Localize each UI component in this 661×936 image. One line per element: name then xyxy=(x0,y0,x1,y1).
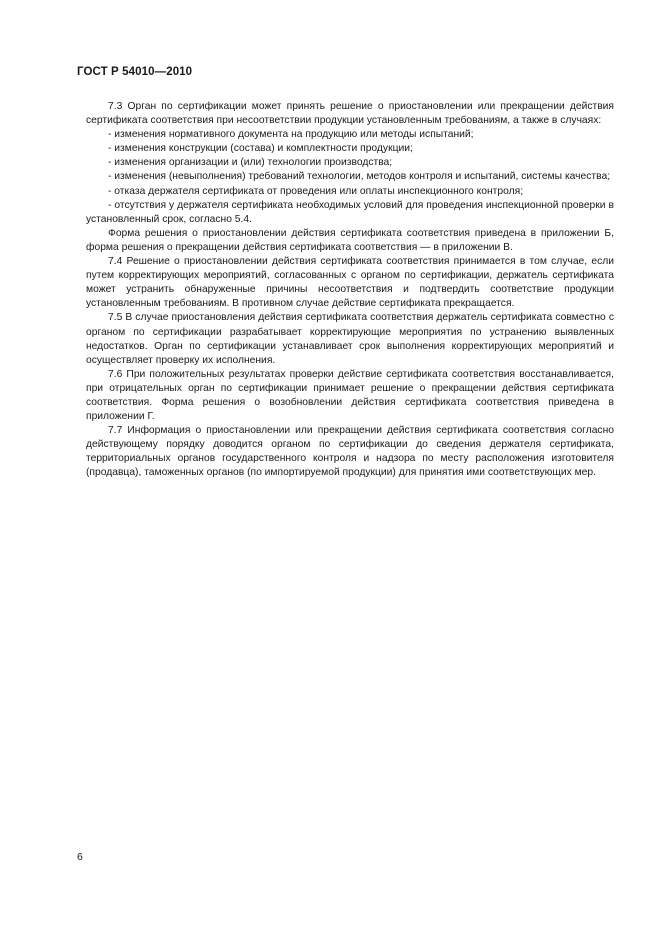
document-header-code: ГОСТ Р 54010—2010 xyxy=(77,66,193,78)
paragraph-7-4: 7.4 Решение о приостановлении действия сертификата соответствия принимается в том случае, если путем корректирующих мероприятий, согласованных с органом по сертификации, держатель сертификата может устранить обнаруженные причины несоответствия и подтвердить соответствие продукции установленным требованиям. В противном случае действие сертификата прекращается. xyxy=(86,256,614,310)
paragraph-7-3: 7.3 Орган по сертификации может принять решение о приостановлении или прекращении действия сертификата соответствия при несоответствии продукции установленным требованиям, а также в случаях: xyxy=(86,101,614,127)
paragraph-forms-note: Форма решения о приостановлении действия сертификата соответствия приведена в приложении Б, форма решения о прекращении действия сертификата соответствия — в приложении В. xyxy=(86,227,614,253)
list-item: - изменения конструкции (состава) и комплектности продукции; xyxy=(108,143,413,155)
list-item: - изменения нормативного документа на продукцию или методы испытаний; xyxy=(108,129,474,141)
list-item: - изменения организации и (или) технологии производства; xyxy=(108,157,393,169)
paragraph-7-6: 7.6 При положительных результатах проверки действие сертификата соответствия восстанавливается, при отрицательных орган по сертификации принимает решение о прекращении действия сертификата соответствия. Форма решения о возобновлении действия сертификата соответствия приведена в приложении Г. xyxy=(86,368,614,423)
document-body xyxy=(86,100,614,481)
list-item: - отказа держателя сертификата от проведения или оплаты инспекционного контроля; xyxy=(108,185,524,197)
page-number: 6 xyxy=(77,851,83,863)
paragraph-7-5: 7.5 В случае приостановления действия сертификата соответствия держатель сертификата совместно с органом по сертификации разрабатывает корректирующие мероприятия по устранению выявленных недостатков. Орган по сертификации устанавливает срок выполнения корректирующих мероприятий и осуществляет проверку их исполнения. xyxy=(86,312,614,366)
list-item: - изменения (невыполнения) требований технологии, методов контроля и испытаний, системы качества; xyxy=(108,171,611,183)
list-item: - отсутствия у держателя сертификата необходимых условий для проведения инспекционной проверки в установленный срок, согласно 5.4. xyxy=(86,199,614,225)
paragraph-7-7: 7.7 Информация о приостановлении или прекращении действия сертификата соответствия согласно действующему порядку доводится органом по сертификации до сведения держателя сертификата, территориальных органов государственного контроля и надзора по месту расположения изготовителя (продавца), таможенных органов (по импортируемой продукции) для принятия ими соответствующих мер. xyxy=(86,425,614,479)
